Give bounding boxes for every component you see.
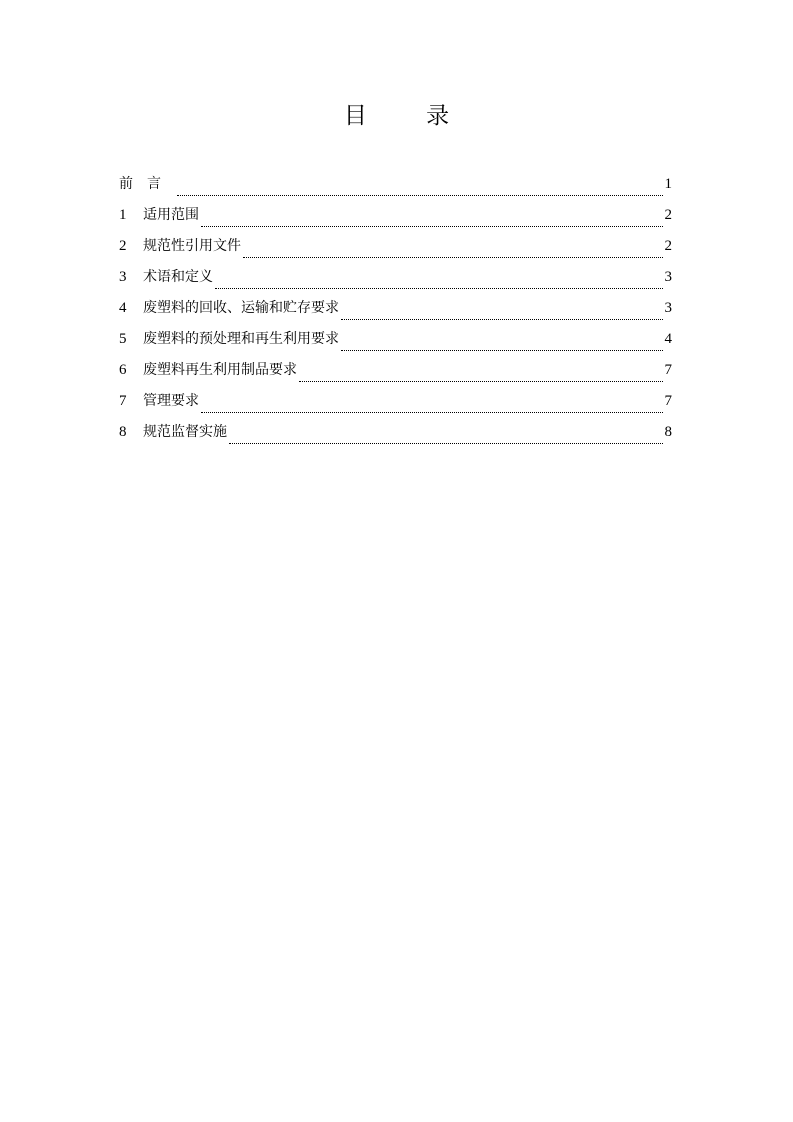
toc-entry-number: 4 — [119, 300, 127, 316]
toc-dot-leader — [177, 194, 663, 196]
page-title: 目 录 — [343, 103, 476, 129]
toc-entry-page: 4 — [664, 331, 672, 347]
toc-entry-number: 2 — [119, 238, 127, 254]
toc-entry-title: 术语和定义 — [143, 269, 213, 285]
toc-entry-number: 6 — [119, 362, 127, 378]
toc-dot-leader — [341, 349, 663, 351]
toc-entry-title: 前言 — [119, 176, 175, 192]
toc-entry-page: 3 — [664, 300, 672, 316]
toc-entry-title: 适用范围 — [143, 207, 199, 223]
toc-entry-page: 2 — [664, 238, 672, 254]
toc-entry-page: 2 — [664, 207, 672, 223]
toc-dot-leader — [201, 411, 663, 413]
toc-entry-page: 1 — [664, 176, 672, 192]
toc-entry-7[interactable] — [119, 389, 672, 420]
toc-dot-leader — [243, 256, 663, 258]
toc-entry-number: 3 — [119, 269, 127, 285]
toc-entry-number: 8 — [119, 424, 127, 440]
toc-entry-number: 5 — [119, 331, 127, 347]
toc-entry-5[interactable] — [119, 327, 672, 358]
toc-dot-leader — [201, 225, 663, 227]
toc-entry-title: 规范监督实施 — [143, 424, 227, 440]
toc-entry-title: 废塑料再生利用制品要求 — [143, 362, 297, 378]
toc-entry-8[interactable] — [119, 420, 672, 451]
toc-entry-page: 8 — [664, 424, 672, 440]
toc-dot-leader — [299, 380, 663, 382]
toc-entry-4[interactable] — [119, 296, 672, 327]
toc-entry-title: 规范性引用文件 — [143, 238, 241, 254]
toc-entry-3[interactable] — [119, 265, 672, 296]
toc-entry-page: 3 — [664, 269, 672, 285]
toc-entry-title: 废塑料的预处理和再生利用要求 — [143, 331, 339, 347]
toc-dot-leader — [215, 287, 663, 289]
toc-entry-1[interactable] — [119, 203, 672, 234]
toc-entry-page: 7 — [664, 362, 672, 378]
toc-entry-title: 管理要求 — [143, 393, 199, 409]
toc-entry-page: 7 — [664, 393, 672, 409]
toc-entry-title: 废塑料的回收、运输和贮存要求 — [143, 300, 339, 316]
toc-entry-6[interactable] — [119, 358, 672, 389]
toc-dot-leader — [341, 318, 663, 320]
toc-entry-preface[interactable] — [119, 172, 672, 203]
toc-dot-leader — [229, 442, 663, 444]
toc-entry-number: 7 — [119, 393, 127, 409]
toc-entry-number: 1 — [119, 207, 127, 223]
table-of-contents — [119, 172, 672, 451]
toc-entry-2[interactable] — [119, 234, 672, 265]
